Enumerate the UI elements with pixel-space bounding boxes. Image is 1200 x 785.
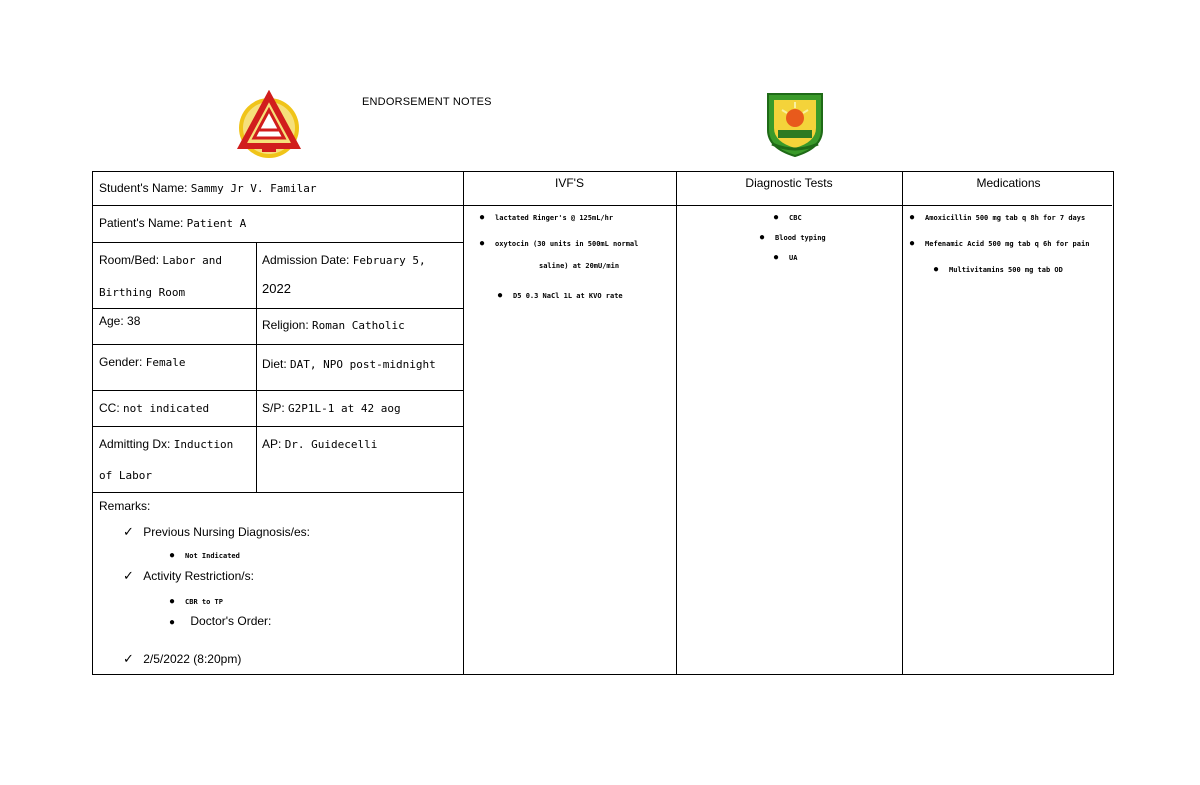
medication-item-text: Amoxicillin 500 mg tab q 8h for 7 days bbox=[925, 213, 1086, 222]
bullet-icon: ● bbox=[773, 212, 780, 223]
medication-item bbox=[909, 212, 1085, 223]
bullet-icon: ● bbox=[759, 232, 766, 243]
admitting-dx-label: Admitting Dx: bbox=[99, 437, 171, 451]
activity-value: CBR to TP bbox=[185, 597, 223, 606]
bullet-icon: ● bbox=[909, 238, 916, 249]
divider bbox=[256, 242, 257, 492]
ap-label: AP: bbox=[262, 437, 282, 451]
diet-value: DAT, NPO post-midnight bbox=[290, 358, 436, 371]
doctor-order-label: Doctor's Order: bbox=[190, 614, 272, 628]
admitting-dx-row bbox=[99, 438, 233, 450]
ivf-item bbox=[497, 290, 623, 301]
patient-name-value: Patient A bbox=[186, 217, 247, 230]
prev-dx-label: Previous Nursing Diagnosis/es: bbox=[143, 525, 310, 539]
medication-item-text: Multivitamins 500 mg tab OD bbox=[949, 265, 1063, 274]
diet-label: Diet: bbox=[262, 357, 287, 371]
divider bbox=[93, 308, 463, 309]
divider bbox=[902, 172, 903, 674]
gender-row bbox=[99, 356, 185, 368]
remarks-label: Remarks: bbox=[99, 499, 151, 513]
document-title: ENDORSEMENT NOTES bbox=[362, 96, 492, 108]
religion-row bbox=[262, 319, 405, 331]
student-name-row bbox=[99, 182, 317, 194]
ap-value: Dr. Guidecelli bbox=[284, 438, 378, 451]
checkmark-icon: ✓ bbox=[123, 524, 134, 539]
diagnostic-item-text: CBC bbox=[789, 213, 802, 222]
divider bbox=[93, 426, 463, 427]
bullet-icon: ● bbox=[479, 238, 486, 249]
admitting-dx-value-line1: Induction bbox=[173, 438, 234, 451]
age-label: Age: bbox=[99, 314, 124, 328]
sp-row bbox=[262, 402, 401, 414]
cc-value: not indicated bbox=[123, 402, 210, 415]
triangle-seal-logo bbox=[234, 90, 304, 160]
shield-crest-logo bbox=[764, 90, 826, 158]
cc-row bbox=[99, 402, 209, 414]
patient-name-row bbox=[99, 217, 246, 229]
bullet-icon: ● bbox=[169, 550, 176, 561]
order-date-item bbox=[123, 651, 241, 667]
activity-bullet bbox=[169, 596, 223, 607]
room-bed-label: Room/Bed: bbox=[99, 253, 160, 267]
ivf-item-text: lactated Ringer's @ 125mL/hr bbox=[495, 213, 614, 222]
admission-date-label: Admission Date: bbox=[262, 253, 350, 267]
patient-name-label: Patient's Name: bbox=[99, 216, 184, 230]
admission-date-value-line1: February 5, bbox=[352, 254, 426, 267]
room-bed-value-line2: Birthing Room bbox=[99, 286, 186, 299]
student-name-label: Student's Name: bbox=[99, 181, 188, 195]
room-bed-row bbox=[99, 254, 222, 266]
order-date-label: 2/5/2022 (8:20pm) bbox=[143, 652, 242, 666]
divider bbox=[93, 390, 463, 391]
bullet-icon: ● bbox=[773, 252, 780, 263]
room-bed-value-line1: Labor and bbox=[162, 254, 222, 267]
diagnostic-tests-header: Diagnostic Tests bbox=[745, 176, 833, 190]
medication-item-text: Mefenamic Acid 500 mg tab q 6h for pain bbox=[925, 239, 1090, 248]
bullet-icon: ● bbox=[933, 264, 940, 275]
divider bbox=[93, 344, 463, 345]
doctor-order-item bbox=[169, 614, 271, 628]
bullet-icon: ● bbox=[169, 596, 176, 607]
admission-date-value-line2: 2022 bbox=[262, 281, 291, 296]
divider bbox=[463, 172, 464, 674]
divider bbox=[676, 172, 677, 674]
ivf-item bbox=[479, 212, 613, 223]
admitting-dx-value-line2: of Labor bbox=[99, 469, 152, 482]
divider bbox=[93, 205, 1112, 206]
ivf-item bbox=[479, 238, 638, 249]
prev-dx-bullet bbox=[169, 550, 240, 561]
sp-value: G2P1L-1 at 42 aog bbox=[288, 402, 401, 415]
ivf-item-continued bbox=[539, 262, 619, 270]
medication-item bbox=[909, 238, 1089, 249]
diagnostic-item-text: UA bbox=[789, 253, 798, 262]
prev-dx-value: Not Indicated bbox=[185, 551, 240, 560]
medication-item bbox=[933, 264, 1063, 275]
diagnostic-item-text: Blood typing bbox=[775, 233, 826, 242]
age-value: 38 bbox=[127, 314, 141, 328]
age-row bbox=[99, 315, 140, 327]
ap-row bbox=[262, 438, 377, 450]
gender-value: Female bbox=[145, 356, 186, 369]
bullet-icon: ● bbox=[497, 290, 504, 301]
bullet-icon: ● bbox=[909, 212, 916, 223]
admission-date-row bbox=[262, 254, 426, 266]
diagnostic-item bbox=[759, 232, 826, 243]
ivf-header: IVF'S bbox=[555, 176, 584, 190]
diet-row bbox=[262, 358, 436, 370]
sp-label: S/P: bbox=[262, 401, 285, 415]
checkmark-icon: ✓ bbox=[123, 651, 134, 666]
ivf-item-text: saline) at 20mU/min bbox=[539, 262, 620, 270]
religion-label: Religion: bbox=[262, 318, 309, 332]
ivf-item-text: D5 0.3 NaCl 1L at KVO rate bbox=[513, 291, 623, 300]
activity-label: Activity Restriction/s: bbox=[143, 569, 254, 583]
checkmark-icon: ✓ bbox=[123, 568, 134, 583]
gender-label: Gender: bbox=[99, 355, 143, 369]
medications-header: Medications bbox=[976, 176, 1041, 190]
activity-item bbox=[123, 568, 254, 584]
student-name-value: Sammy Jr V. Familar bbox=[190, 182, 317, 195]
diagnostic-item bbox=[773, 212, 802, 223]
ivf-item-text: oxytocin (30 units in 500mL normal bbox=[495, 239, 639, 248]
bullet-icon: ● bbox=[169, 617, 176, 628]
bullet-icon: ● bbox=[479, 212, 486, 223]
divider bbox=[93, 242, 463, 243]
religion-value: Roman Catholic bbox=[312, 319, 405, 332]
endorsement-table bbox=[92, 171, 1114, 675]
diagnostic-item bbox=[773, 252, 797, 263]
prev-dx-item bbox=[123, 524, 310, 540]
divider bbox=[93, 492, 463, 493]
cc-label: CC: bbox=[99, 401, 120, 415]
